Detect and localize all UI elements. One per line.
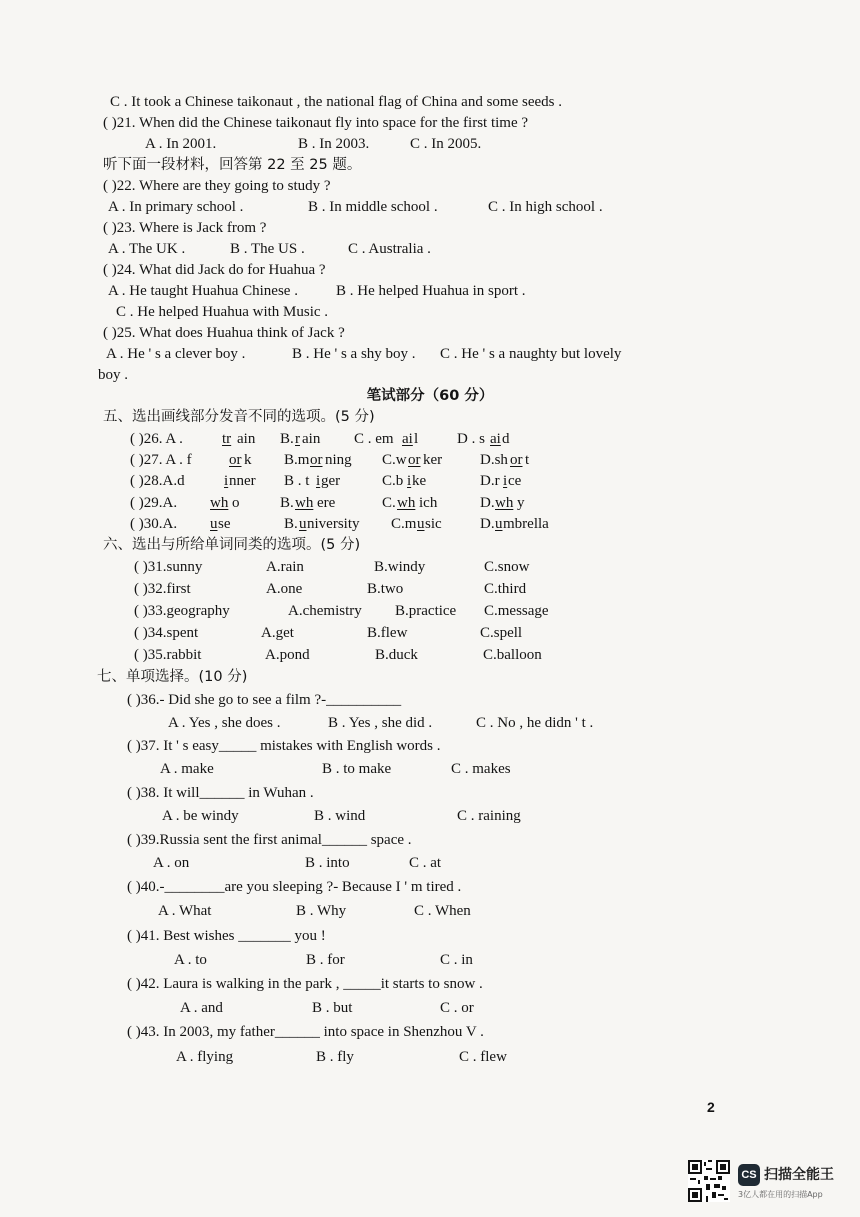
line-text: A.get: [261, 625, 294, 641]
line-text: A.one: [266, 581, 303, 597]
line-text: ( )36.- Did she go to see a film ?-__________: [127, 692, 402, 708]
line-text: t: [525, 452, 530, 468]
underlined-sound: wh: [295, 495, 314, 511]
line-text: A . In primary school .: [108, 199, 244, 215]
underlined-sound: wh: [397, 495, 416, 511]
line-text: ( )26. A .: [130, 431, 183, 447]
line-text: ain: [237, 431, 256, 447]
line-text: A.chemistry: [288, 603, 362, 619]
line-text: ( )22. Where are they going to study ?: [103, 178, 331, 194]
line-text: C . raining: [457, 808, 521, 824]
line-text: C . No , he didn ' t .: [476, 715, 594, 731]
line-text: B.: [284, 516, 298, 532]
line-text: C . He helped Huahua with Music .: [116, 304, 329, 320]
line-text: C . flew: [459, 1049, 507, 1065]
line-text: B . In 2003.: [298, 136, 370, 152]
scanner-logo: CS: [738, 1164, 760, 1186]
line-text: 听下面一段材料，回答第 22 至 25 题。: [103, 157, 362, 173]
line-text: C . In high school .: [488, 199, 603, 215]
scanner-app-name: 扫描全能王: [764, 1167, 834, 1183]
line-text: A . He ' s a clever boy .: [106, 346, 246, 362]
underlined-sound: i: [407, 473, 412, 489]
line-text: B . but: [312, 1000, 353, 1016]
line-text: C . When: [414, 903, 471, 919]
line-text: ( )43. In 2003, my father______ into space in Shenzhou V .: [127, 1024, 484, 1040]
line-text: ning: [325, 452, 352, 468]
underlined-sound: u: [495, 516, 503, 532]
line-text: boy .: [98, 367, 128, 383]
line-text: ( )30.A.: [130, 516, 178, 532]
line-text: ( )32.first: [134, 581, 191, 597]
line-text: B . for: [306, 952, 345, 968]
line-text: ( )29.A.: [130, 495, 178, 511]
line-text: B.: [280, 431, 294, 447]
line-text: A.pond: [265, 647, 310, 663]
line-text: C.m: [391, 516, 417, 532]
line-text: nner: [229, 473, 256, 489]
line-text: B . fly: [316, 1049, 354, 1065]
line-text: ( )25. What does Huahua think of Jack ?: [103, 325, 345, 341]
line-text: D.sh: [480, 452, 508, 468]
line-text: C . Australia .: [348, 241, 431, 257]
line-text: A . to: [174, 952, 207, 968]
line-text: B . Yes , she did .: [328, 715, 433, 731]
line-text: ( )35.rabbit: [134, 647, 202, 663]
line-text: D.: [480, 495, 495, 511]
line-text: se: [218, 516, 231, 532]
qr-code-icon: [688, 1160, 730, 1202]
line-text: ( )37. It ' s easy_____ mistakes with English words .: [127, 738, 441, 754]
line-text: C . He ' s a naughty but lovely: [440, 346, 622, 362]
scanner-tagline: 3亿人都在用的扫描App: [738, 1190, 823, 1199]
line-text: o: [232, 495, 240, 511]
line-text: ( )27. A . f: [130, 452, 192, 468]
line-text: niversity: [307, 516, 360, 532]
line-text: C.spell: [480, 625, 523, 641]
line-text: A . What: [158, 903, 212, 919]
line-text: C . or: [440, 1000, 474, 1016]
line-text: C . In 2005.: [410, 136, 482, 152]
underlined-sound: i: [316, 473, 321, 489]
line-text: ( )31.sunny: [134, 559, 203, 575]
line-text: ( )38. It will______ in Wuhan .: [127, 785, 314, 801]
line-text: D . s: [457, 431, 485, 447]
line-text: ( )33.geography: [134, 603, 230, 619]
line-text: B . t: [284, 473, 310, 489]
underlined-sound: i: [503, 473, 508, 489]
line-text: B.practice: [395, 603, 457, 619]
underlined-sound: ai: [402, 431, 413, 447]
line-text: B.: [280, 495, 294, 511]
line-text: C.: [382, 495, 396, 511]
line-text: ker: [423, 452, 443, 468]
underlined-sound: or: [510, 452, 523, 468]
line-text: sic: [425, 516, 442, 532]
line-text: A . In 2001.: [145, 136, 217, 152]
line-text: d: [502, 431, 510, 447]
line-text: ( )40.-________are you sleeping ?- Because I ' m tired .: [127, 879, 462, 895]
underlined-sound: or: [310, 452, 323, 468]
line-text: C . It took a Chinese taikonaut , the national flag of China and some seeds .: [110, 94, 562, 110]
scanner-watermark: [688, 1160, 848, 1204]
line-text: ( )41. Best wishes _______ you !: [127, 928, 326, 944]
line-text: k: [244, 452, 252, 468]
line-text: 笔试部分（60 分）: [366, 388, 494, 404]
line-text: D.: [480, 516, 495, 532]
line-text: B . Why: [296, 903, 347, 919]
underlined-sound: tr: [222, 431, 232, 447]
line-text: C.balloon: [483, 647, 542, 663]
line-text: A . on: [153, 855, 190, 871]
line-text: B.duck: [375, 647, 418, 663]
line-text: 七、单项选择。(10 分): [97, 669, 248, 685]
line-text: C . at: [409, 855, 442, 871]
line-text: B.two: [367, 581, 404, 597]
underlined-sound: ai: [490, 431, 501, 447]
line-text: A . flying: [176, 1049, 234, 1065]
line-text: ich: [419, 495, 438, 511]
underlined-sound: u: [299, 516, 307, 532]
line-text: ( )23. Where is Jack from ?: [103, 220, 267, 236]
line-text: ger: [321, 473, 341, 489]
line-text: C . em: [354, 431, 394, 447]
line-text: A . Yes , she does .: [168, 715, 281, 731]
line-text: D.r: [480, 473, 500, 489]
line-text: y: [517, 495, 525, 511]
underlined-sound: u: [417, 516, 425, 532]
line-text: ( )34.spent: [134, 625, 199, 641]
line-text: C.snow: [484, 559, 530, 575]
line-text: A . be windy: [162, 808, 239, 824]
line-text: B . The US .: [230, 241, 305, 257]
line-text: ce: [508, 473, 522, 489]
line-text: 五、选出画线部分发音不同的选项。(5 分): [103, 409, 375, 425]
underlined-sound: or: [408, 452, 421, 468]
line-text: ( )28.A.d: [130, 473, 185, 489]
line-text: 六、选出与所给单词同类的选项。(5 分): [103, 537, 361, 553]
line-text: ( )42. Laura is walking in the park , _____it starts to snow .: [127, 976, 483, 992]
line-text: B.flew: [367, 625, 408, 641]
underlined-sound: wh: [210, 495, 229, 511]
line-text: C.third: [484, 581, 527, 597]
line-text: C.w: [382, 452, 407, 468]
line-text: B . In middle school .: [308, 199, 438, 215]
line-text: A . make: [160, 761, 214, 777]
line-text: ( )24. What did Jack do for Huahua ?: [103, 262, 326, 278]
line-text: ( )39.Russia sent the first animal______ space .: [127, 832, 412, 848]
line-text: C.message: [484, 603, 549, 619]
line-text: ( )21. When did the Chinese taikonaut fly into space for the first time ?: [103, 115, 529, 131]
line-text: B . He helped Huahua in sport .: [336, 283, 526, 299]
line-text: ere: [317, 495, 336, 511]
underlined-sound: i: [224, 473, 229, 489]
line-text: A . and: [180, 1000, 223, 1016]
line-text: ain: [302, 431, 321, 447]
line-text: B . to make: [322, 761, 392, 777]
page-number: 2: [707, 1099, 715, 1115]
line-text: mbrella: [503, 516, 549, 532]
underlined-sound: or: [229, 452, 242, 468]
line-text: B . wind: [314, 808, 366, 824]
line-text: B.m: [284, 452, 310, 468]
line-text: A . The UK .: [108, 241, 186, 257]
line-text: B.windy: [374, 559, 426, 575]
line-text: B . He ' s a shy boy .: [292, 346, 416, 362]
line-text: C . makes: [451, 761, 511, 777]
underlined-sound: r: [295, 431, 300, 447]
section-title: [0, 386, 860, 406]
line-text: A . He taught Huahua Chinese .: [108, 283, 298, 299]
line-text: l: [414, 431, 419, 447]
line-text: C.b: [382, 473, 404, 489]
underlined-sound: u: [210, 516, 218, 532]
line-text: A.rain: [266, 559, 304, 575]
line-text: ke: [412, 473, 427, 489]
underlined-sound: wh: [495, 495, 514, 511]
line-text: C . in: [440, 952, 473, 968]
line-text: B . into: [305, 855, 350, 871]
